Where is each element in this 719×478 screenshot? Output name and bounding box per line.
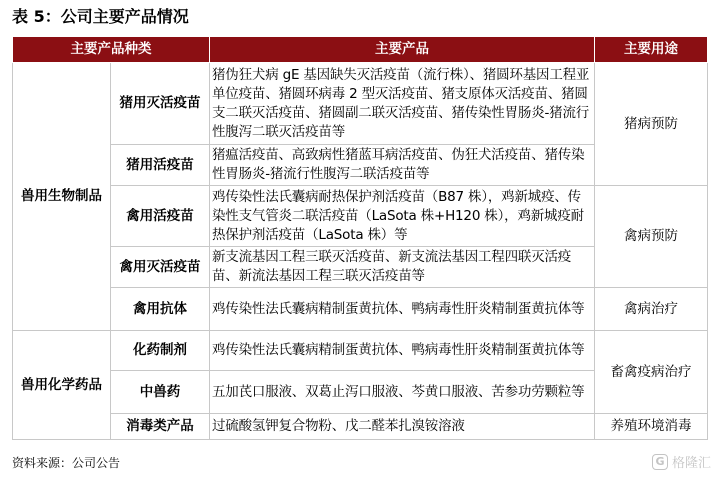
products-cell: 猪伪狂犬病 gE 基因缺失灭活疫苗（流行株）、猪圆环基因工程亚单位疫苗、猪圆环病毒 2 型灭活疫苗、猪支原体灭活疫苗、猪圆支二联灭活疫苗、猪圆副二联灭活疫苗、猪传染性胃肠炎-猪流行性腹泻二联灭活疫苗等 [210,63,595,145]
watermark-text: 格隆汇 [671,456,711,471]
table-title: 表 5：公司主要产品情况 [12,7,189,26]
group-bio: 兽用生物制品 [13,63,111,331]
usage-cell: 畜禽疫病治疗 [595,331,708,414]
table-row [13,288,708,331]
subcategory-cell: 禽用活疫苗 [111,186,210,247]
usage-cell: 养殖环境消毒 [595,414,708,440]
products-cell: 鸡传染性法氏囊病精制蛋黄抗体、鸭病毒性肝炎精制蛋黄抗体等 [210,288,595,331]
subcategory-cell: 猪用灭活疫苗 [111,63,210,145]
products-cell: 猪瘟活疫苗、高致病性猪蓝耳病活疫苗、伪狂犬活疫苗、猪传染性胃肠炎-猪流行性腹泻二联活疫苗等 [210,145,595,186]
products-cell: 五加芪口服液、双葛止泻口服液、芩黄口服液、苦参功劳颗粒等 [210,371,595,414]
usage-cell: 猪病预防 [595,63,708,186]
subcategory-cell: 中兽药 [111,371,210,414]
usage-cell: 禽病治疗 [595,288,708,331]
subcategory-cell: 猪用活疫苗 [111,145,210,186]
table-row [13,63,708,145]
product-table [12,36,708,440]
usage-cell: 禽病预防 [595,186,708,288]
products-cell: 过硫酸氢钾复合物粉、戊二醛苯扎溴铵溶液 [210,414,595,440]
products-cell: 鸡传染性法氏囊病精制蛋黄抗体、鸭病毒性肝炎精制蛋黄抗体等 [210,331,595,371]
group-chem: 兽用化学药品 [13,331,111,440]
watermark [652,452,711,471]
header-usage: 主要用途 [595,37,708,63]
products-cell: 鸡传染性法氏囊病耐热保护剂活疫苗（B87 株），鸡新城疫、传染性支气管炎二联活疫苗（LaSota 株+H120 株），鸡新城疫耐热保护剂活疫苗（LaSota 株）等 [210,186,595,247]
subcategory-cell: 禽用灭活疫苗 [111,247,210,288]
products-cell: 新支流基因工程三联灭活疫苗、新支流法基因工程四联灭活疫苗、新流法基因工程三联灭活疫苗等 [210,247,595,288]
subcategory-cell: 化药制剂 [111,331,210,371]
table-row [13,414,708,440]
table-row [13,186,708,247]
subcategory-cell: 禽用抗体 [111,288,210,331]
source-note: 资料来源：公司公告 [12,456,121,470]
header-products: 主要产品 [210,37,595,63]
header-category: 主要产品种类 [13,37,210,63]
header-row [13,37,708,63]
subcategory-cell: 消毒类产品 [111,414,210,440]
table-row [13,331,708,371]
watermark-logo-icon: G [652,454,668,470]
